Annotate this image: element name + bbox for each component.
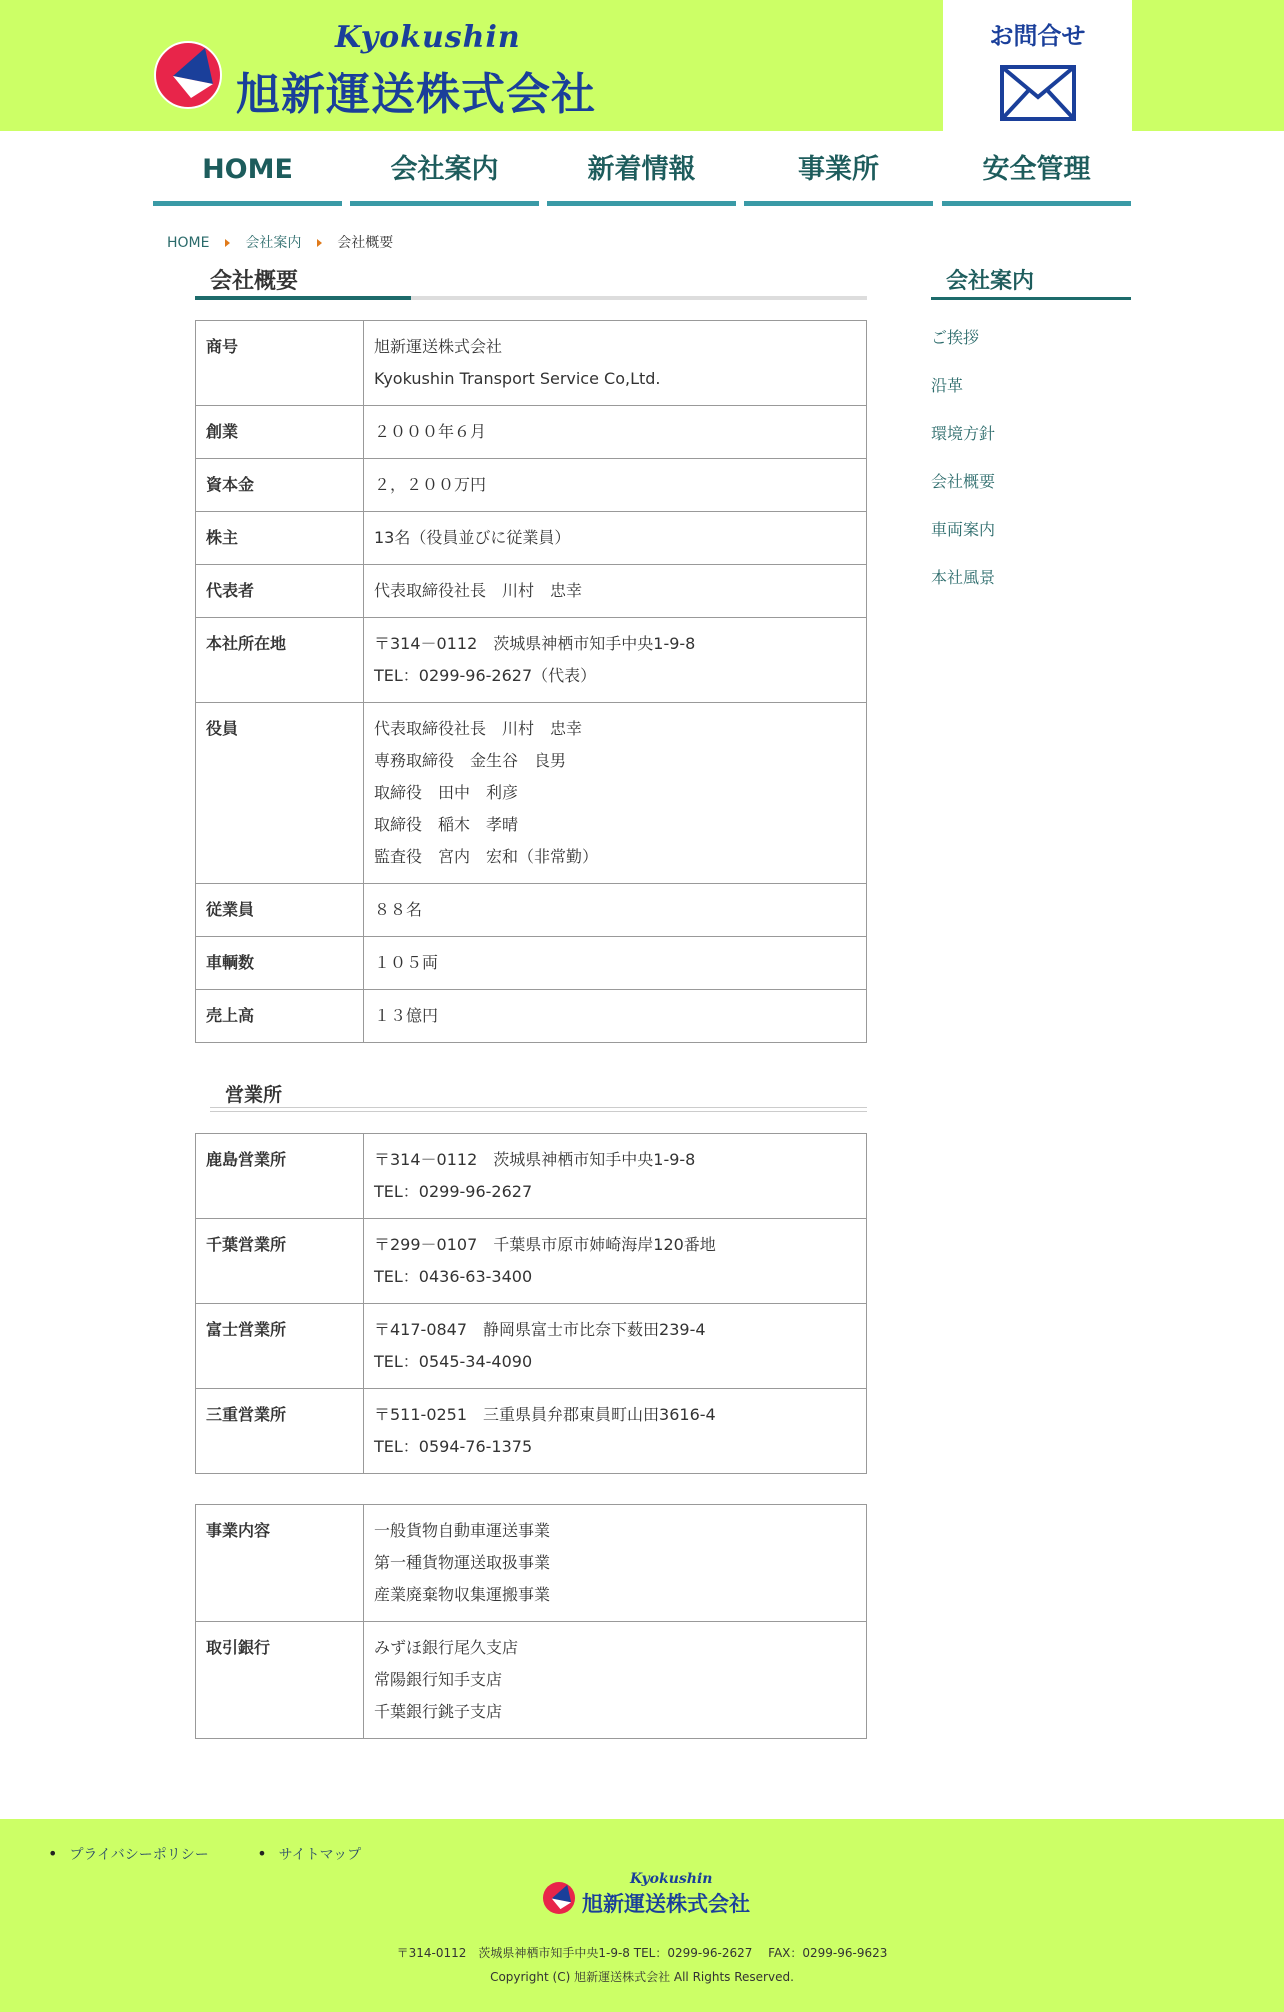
row-label: 富士営業所	[196, 1304, 364, 1389]
sidebar-item-vehicles[interactable]: 車両案内	[931, 520, 996, 539]
footer-logo-kana: Kyokushin	[630, 1871, 713, 1887]
row-value	[364, 937, 867, 990]
row-label: 事業内容	[196, 1505, 364, 1622]
row-value	[364, 703, 867, 884]
table-row	[196, 1219, 867, 1304]
table-row	[196, 884, 867, 937]
row-value-line: Kyokushin Transport Service Co,Ltd.	[374, 369, 661, 388]
table-row	[196, 1304, 867, 1389]
row-value-line: 〒314－0112 茨城県神栖市知手中央1-9-8	[374, 634, 696, 653]
row-value	[364, 618, 867, 703]
row-value-line: 13名（役員並びに従業員）	[374, 528, 571, 547]
row-value-line: TEL：0299-96-2627	[374, 1182, 533, 1201]
row-value	[364, 1389, 867, 1474]
row-value-line: TEL：0436-63-3400	[374, 1267, 533, 1286]
row-value-line: １３億円	[374, 1006, 439, 1025]
sidebar-title	[931, 262, 1131, 300]
row-value	[364, 321, 867, 406]
footer-address: 〒314-0112 茨城県神栖市知手中央1-9-8 TEL：0299-96-2627 FAX：0299-96-9623	[396, 1946, 888, 1960]
contact-button[interactable]	[943, 0, 1132, 131]
row-value	[364, 884, 867, 937]
sidebar-item-headquarters[interactable]: 本社風景	[931, 568, 996, 587]
row-value-line: TEL：0545-34-4090	[374, 1352, 533, 1371]
row-value-line: 代表取締役社長 川村 忠幸	[374, 581, 583, 600]
table-row	[196, 703, 867, 884]
row-label: 役員	[196, 703, 364, 884]
page-title-block	[195, 262, 867, 300]
nav-label: 新着情報	[587, 154, 696, 185]
breadcrumb-section-link[interactable]: 会社案内	[245, 235, 302, 251]
row-value-line: 産業廃棄物収集運搬事業	[374, 1585, 551, 1604]
row-label: 創業	[196, 406, 364, 459]
row-label: 資本金	[196, 459, 364, 512]
title-divider-accent	[195, 296, 411, 300]
row-value	[364, 1304, 867, 1389]
footer-link-privacy[interactable]: • プライバシーポリシー	[48, 1844, 209, 1864]
table-row	[196, 512, 867, 565]
table-row	[196, 1505, 867, 1622]
row-value-line: 一般貨物自動車運送事業	[374, 1521, 551, 1540]
row-value-line: 代表取締役社長 川村 忠幸	[374, 719, 583, 738]
breadcrumb-home-link[interactable]: HOME	[167, 235, 210, 251]
nav-news[interactable]	[547, 142, 736, 206]
row-value-line: TEL：0299-96-2627（代表）	[374, 666, 597, 685]
chevron-right-icon	[317, 239, 322, 247]
company-logo[interactable]	[153, 20, 596, 120]
nav-label: 会社案内	[390, 154, 499, 185]
row-value-line: 取締役 田中 利彦	[374, 783, 519, 802]
row-value-line: 〒511-0251 三重県員弁郡東員町山田3616-4	[374, 1405, 716, 1424]
logo-mark-icon	[542, 1881, 576, 1915]
nav-safety[interactable]	[942, 142, 1131, 206]
copyright: Copyright (C) 旭新運送株式会社 All Rights Reserved.	[490, 1970, 794, 1984]
table-row	[196, 406, 867, 459]
breadcrumb	[167, 232, 393, 252]
table-row	[196, 1389, 867, 1474]
page-title: 会社概要	[210, 269, 299, 294]
row-value	[364, 1622, 867, 1739]
table-row	[196, 459, 867, 512]
row-value-line: 常陽銀行知手支店	[374, 1670, 503, 1689]
row-value	[364, 459, 867, 512]
table-row	[196, 565, 867, 618]
chevron-right-icon	[225, 239, 230, 247]
company-info-table	[195, 320, 867, 1043]
nav-label: HOME	[202, 154, 293, 185]
row-value-line: ８８名	[374, 900, 423, 919]
branch-section-title: 営業所	[225, 1084, 283, 1106]
logo-mark-icon	[153, 40, 223, 110]
row-label: 車輌数	[196, 937, 364, 990]
row-value-line: 専務取締役 金生谷 良男	[374, 751, 567, 770]
table-row	[196, 1134, 867, 1219]
sidebar-menu	[931, 314, 1131, 602]
sidebar-title-text: 会社案内	[946, 269, 1035, 294]
branch-title-block	[210, 1076, 867, 1112]
site-header	[0, 0, 1284, 131]
row-value-line: TEL：0594-76-1375	[374, 1437, 533, 1456]
nav-offices[interactable]	[744, 142, 933, 206]
row-label: 株主	[196, 512, 364, 565]
row-value-line: みずほ銀行尾久支店	[374, 1638, 519, 1657]
nav-company[interactable]	[350, 142, 539, 206]
row-value	[364, 512, 867, 565]
footer-link-sitemap[interactable]: • サイトマップ	[257, 1844, 361, 1864]
sidebar-item-history[interactable]: 沿革	[931, 376, 964, 395]
row-label: 取引銀行	[196, 1622, 364, 1739]
footer-links	[48, 1844, 405, 1864]
breadcrumb-current: 会社概要	[337, 235, 394, 251]
row-value-line: 旭新運送株式会社	[374, 337, 503, 356]
row-value-line: 第一種貨物運送取扱事業	[374, 1553, 551, 1572]
contact-label: お問合せ	[989, 22, 1086, 50]
row-value-line: 〒417-0847 静岡県富士市比奈下薮田239-4	[374, 1320, 706, 1339]
mail-icon	[1000, 65, 1076, 121]
sidebar-item-greeting[interactable]: ご挨拶	[931, 328, 980, 347]
branch-title-divider	[210, 1107, 867, 1112]
row-value	[364, 1219, 867, 1304]
site-footer	[0, 1819, 1284, 2012]
global-nav	[153, 142, 1131, 206]
row-value-line: 千葉銀行銚子支店	[374, 1702, 503, 1721]
business-table	[195, 1504, 867, 1739]
row-value	[364, 1505, 867, 1622]
nav-label: 事業所	[798, 154, 879, 185]
row-label: 従業員	[196, 884, 364, 937]
row-label: 売上高	[196, 990, 364, 1043]
row-value	[364, 565, 867, 618]
nav-label: 安全管理	[982, 154, 1091, 185]
footer-logo-text: 旭新運送株式会社	[582, 1892, 750, 1916]
footer-logo[interactable]	[542, 1871, 762, 1921]
row-label: 本社所在地	[196, 618, 364, 703]
row-value-line: １０５両	[374, 953, 439, 972]
branch-table	[195, 1133, 867, 1474]
logo-text: 旭新運送株式会社	[236, 69, 596, 120]
table-row	[196, 937, 867, 990]
table-row	[196, 321, 867, 406]
row-value-line: 監査役 宮内 宏和（非常勤）	[374, 847, 599, 866]
logo-kana: Kyokushin	[335, 20, 521, 55]
row-value	[364, 990, 867, 1043]
row-value-line: ２，２００万円	[374, 475, 487, 494]
nav-home[interactable]	[153, 142, 342, 206]
sidebar-item-overview[interactable]: 会社概要	[931, 472, 996, 491]
row-value-line: 〒299－0107 千葉県市原市姉崎海岸120番地	[374, 1235, 716, 1254]
row-value	[364, 1134, 867, 1219]
row-value-line: ２０００年６月	[374, 422, 487, 441]
row-label: 代表者	[196, 565, 364, 618]
row-label: 三重営業所	[196, 1389, 364, 1474]
row-label: 千葉営業所	[196, 1219, 364, 1304]
table-row	[196, 618, 867, 703]
row-label: 鹿島営業所	[196, 1134, 364, 1219]
sidebar	[931, 262, 1131, 602]
row-label: 商号	[196, 321, 364, 406]
row-value-line: 〒314－0112 茨城県神栖市知手中央1-9-8	[374, 1150, 696, 1169]
table-row	[196, 990, 867, 1043]
sidebar-item-environment[interactable]: 環境方針	[931, 424, 996, 443]
table-row	[196, 1622, 867, 1739]
row-value-line: 取締役 稲木 孝晴	[374, 815, 519, 834]
row-value	[364, 406, 867, 459]
